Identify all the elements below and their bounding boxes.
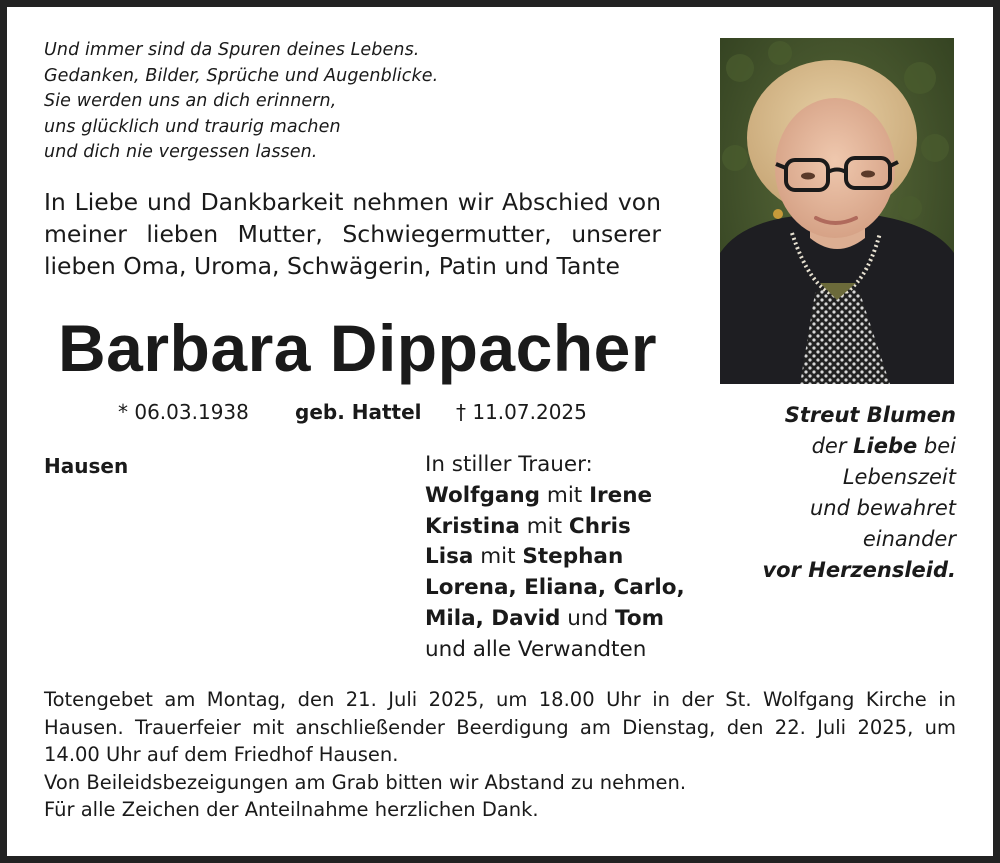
poem-line: Und immer sind da Spuren deines Lebens. <box>44 40 420 60</box>
service-information <box>44 686 956 824</box>
grandchildren-row: Lorena, Eliana, Carlo, <box>425 575 685 601</box>
mourners-list <box>425 450 685 666</box>
grandchildren-row: Mila, David und Tom <box>425 605 664 631</box>
relatives-row: und alle Verwandten <box>425 636 647 662</box>
farewell-intro <box>44 186 661 282</box>
quote-line: vor Herzensleid. <box>762 558 956 582</box>
quote-line: der Liebe bei <box>811 434 956 458</box>
mourners-heading: In stiller Trauer: <box>425 452 593 477</box>
maiden-name: geb. Hattel <box>295 400 422 424</box>
closing-line: Für alle Zeichen der Anteilnahme herzlichen Dank. <box>44 798 539 821</box>
closing-line: Hausen. Trauerfeier mit anschließender Beerdigung am Dienstag, den 22. Juli 2025, um <box>44 715 956 739</box>
poem-line: und dich nie vergessen lassen. <box>44 142 318 162</box>
intro-line: meiner lieben Mutter, Schwiegermutter, unserer <box>44 220 661 248</box>
birth-date: * 06.03.1938 <box>118 400 249 424</box>
closing-line: Totengebet am Montag, den 21. Juli 2025, um 18.00 Uhr in der St. Wolfgang Kirche in <box>44 688 956 711</box>
death-date: † 11.07.2025 <box>456 400 587 424</box>
intro-line: lieben Oma, Uroma, Schwägerin, Patin und Tante <box>44 252 620 280</box>
poem-line: Sie werden uns an dich erinnern, <box>44 91 337 111</box>
quote-line: einander <box>862 527 956 551</box>
intro-line: In Liebe und Dankbarkeit nehmen wir Abschied von <box>44 188 661 216</box>
poem-line: uns glücklich und traurig machen <box>44 116 341 137</box>
quote-line: Streut Blumen <box>784 403 956 427</box>
portrait-photo <box>720 38 954 384</box>
deceased-name: Barbara Dippacher <box>58 311 658 385</box>
poem-line: Gedanken, Bilder, Sprüche und Augenblicke. <box>44 65 439 86</box>
closing-line: Von Beileidsbezeigungen am Grab bitten wir Abstand zu nehmen. <box>44 770 687 794</box>
mourner-row: Wolfgang mit Irene <box>425 482 653 508</box>
place-of-residence: Hausen <box>44 454 129 478</box>
mourner-row: Lisa mit Stephan <box>425 544 624 570</box>
memorial-poem <box>44 38 664 166</box>
closing-line: 14.00 Uhr auf dem Friedhof Hausen. <box>44 743 399 766</box>
memorial-quote <box>700 400 956 586</box>
mourner-row: Kristina mit Chris <box>425 513 631 539</box>
quote-line: und bewahret <box>809 496 956 520</box>
quote-line: Lebenszeit <box>842 465 956 489</box>
